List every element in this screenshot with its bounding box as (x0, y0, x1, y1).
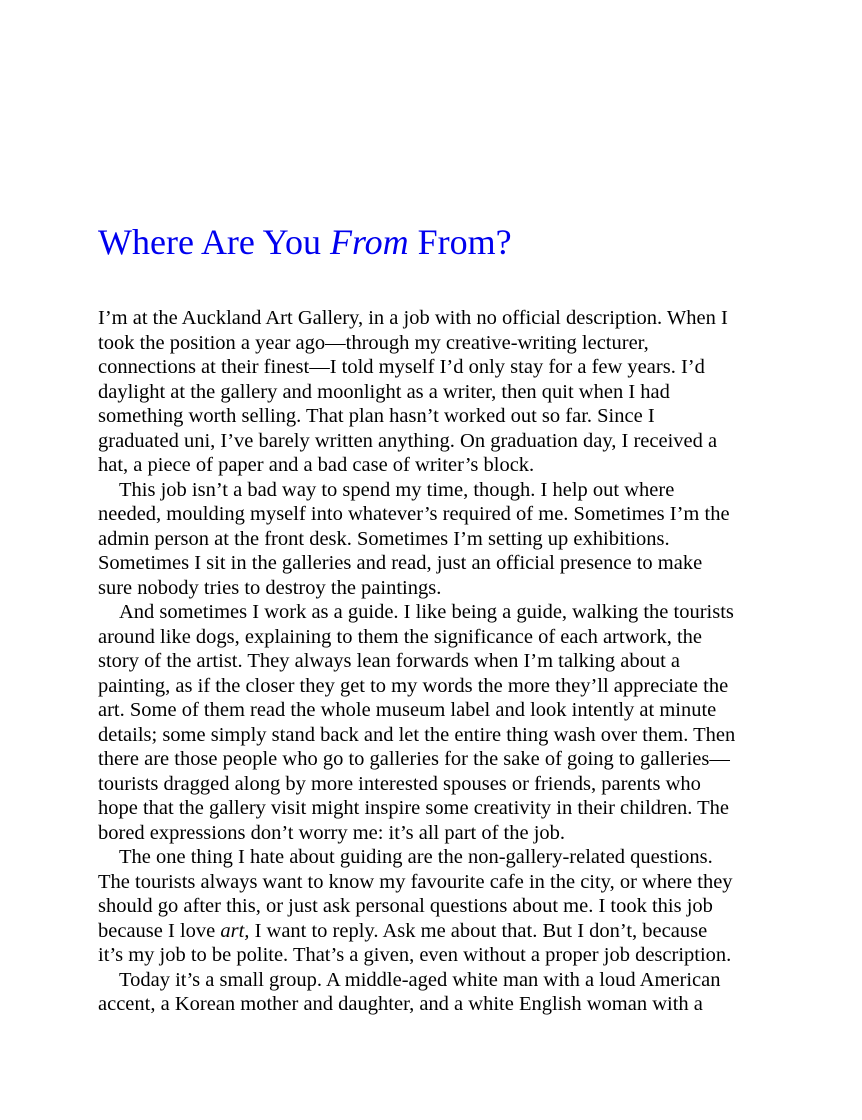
text-line: The tourists always want to know my favourite cafe in the city, or where they (98, 870, 733, 893)
text-line: I’m at the Auckland Art Gallery, in a job with no official description. When I (98, 307, 728, 329)
text-line: art. Some of them read the whole museum label and look intently at minute (98, 699, 717, 721)
text-line: hope that the gallery visit might inspire some creativity in their children. The (98, 797, 729, 819)
chapter-title-suffix: From? (408, 222, 512, 262)
chapter-body (98, 306, 764, 1017)
text-line: hat, a piece of paper and a bad case of writer’s block. (98, 454, 535, 476)
text-line: bored expressions don’t worry me: it’s all part of the job. (98, 821, 566, 844)
text-line: daylight at the gallery and moonlight as a writer, then quit when I had (98, 380, 670, 403)
text-line: This job isn’t a bad way to spend my time, though. I help out where (119, 478, 675, 501)
text-line: around like dogs, explaining to them the significance of each artwork, the (98, 625, 702, 648)
paragraph-5 (98, 968, 764, 1017)
text-line-mixed (98, 919, 764, 944)
text-line: details; some simply stand back and let the entire thing wash over them. Then (98, 723, 736, 746)
text-segment: because I love (98, 919, 221, 942)
text-line: something worth selling. That plan hasn’t worked out so far. Since I (98, 405, 655, 427)
text-line: Today it’s a small group. A middle-aged white man with a loud American (119, 968, 721, 991)
text-line: there are those people who go to galleries for the sake of going to galleries— (98, 748, 730, 770)
paragraph-2 (98, 478, 764, 601)
text-line: connections at their finest—I told myself I’d only stay for a few years. I’d (98, 356, 705, 378)
chapter-title-italic: From (329, 222, 409, 262)
text-line: And sometimes I work as a guide. I like being a guide, walking the tourists (119, 601, 734, 623)
text-line: graduated uni, I’ve barely written anything. On graduation day, I received a (98, 429, 718, 452)
text-line: Sometimes I sit in the galleries and read, just an official presence to make (98, 552, 703, 574)
paragraph-4 (98, 845, 764, 968)
text-line: painting, as if the closer they get to my words the more they’ll appreciate the (98, 674, 729, 697)
text-line: it’s my job to be polite. That’s a given, even without a proper job description. (98, 944, 732, 966)
text-line: tourists dragged along by more interested spouses or friends, parents who (98, 772, 701, 795)
text-line: took the position a year ago—through my creative-writing lecturer, (98, 331, 649, 354)
paragraph-1 (98, 306, 764, 478)
text-line: admin person at the front desk. Sometimes I’m setting up exhibitions. (98, 527, 670, 550)
chapter-title-prefix: Where Are You (98, 222, 330, 262)
text-line: The one thing I hate about guiding are the non-gallery-related questions. (119, 846, 713, 868)
text-line: sure nobody tries to destroy the paintings. (98, 576, 442, 599)
text-line: story of the artist. They always lean forwards when I’m talking about a (98, 650, 680, 672)
text-line: accent, a Korean mother and daughter, and a white English woman with a (98, 993, 703, 1015)
book-page (98, 222, 764, 1017)
text-line: needed, moulding myself into whatever’s required of me. Sometimes I’m the (98, 503, 730, 525)
paragraph-3 (98, 600, 764, 845)
text-segment: I want to reply. Ask me about that. But I don’t, because (249, 919, 708, 942)
text-line: should go after this, or just ask personal questions about me. I took this job (98, 895, 713, 917)
chapter-title (98, 222, 764, 262)
emphasis-word: art, (220, 919, 250, 942)
